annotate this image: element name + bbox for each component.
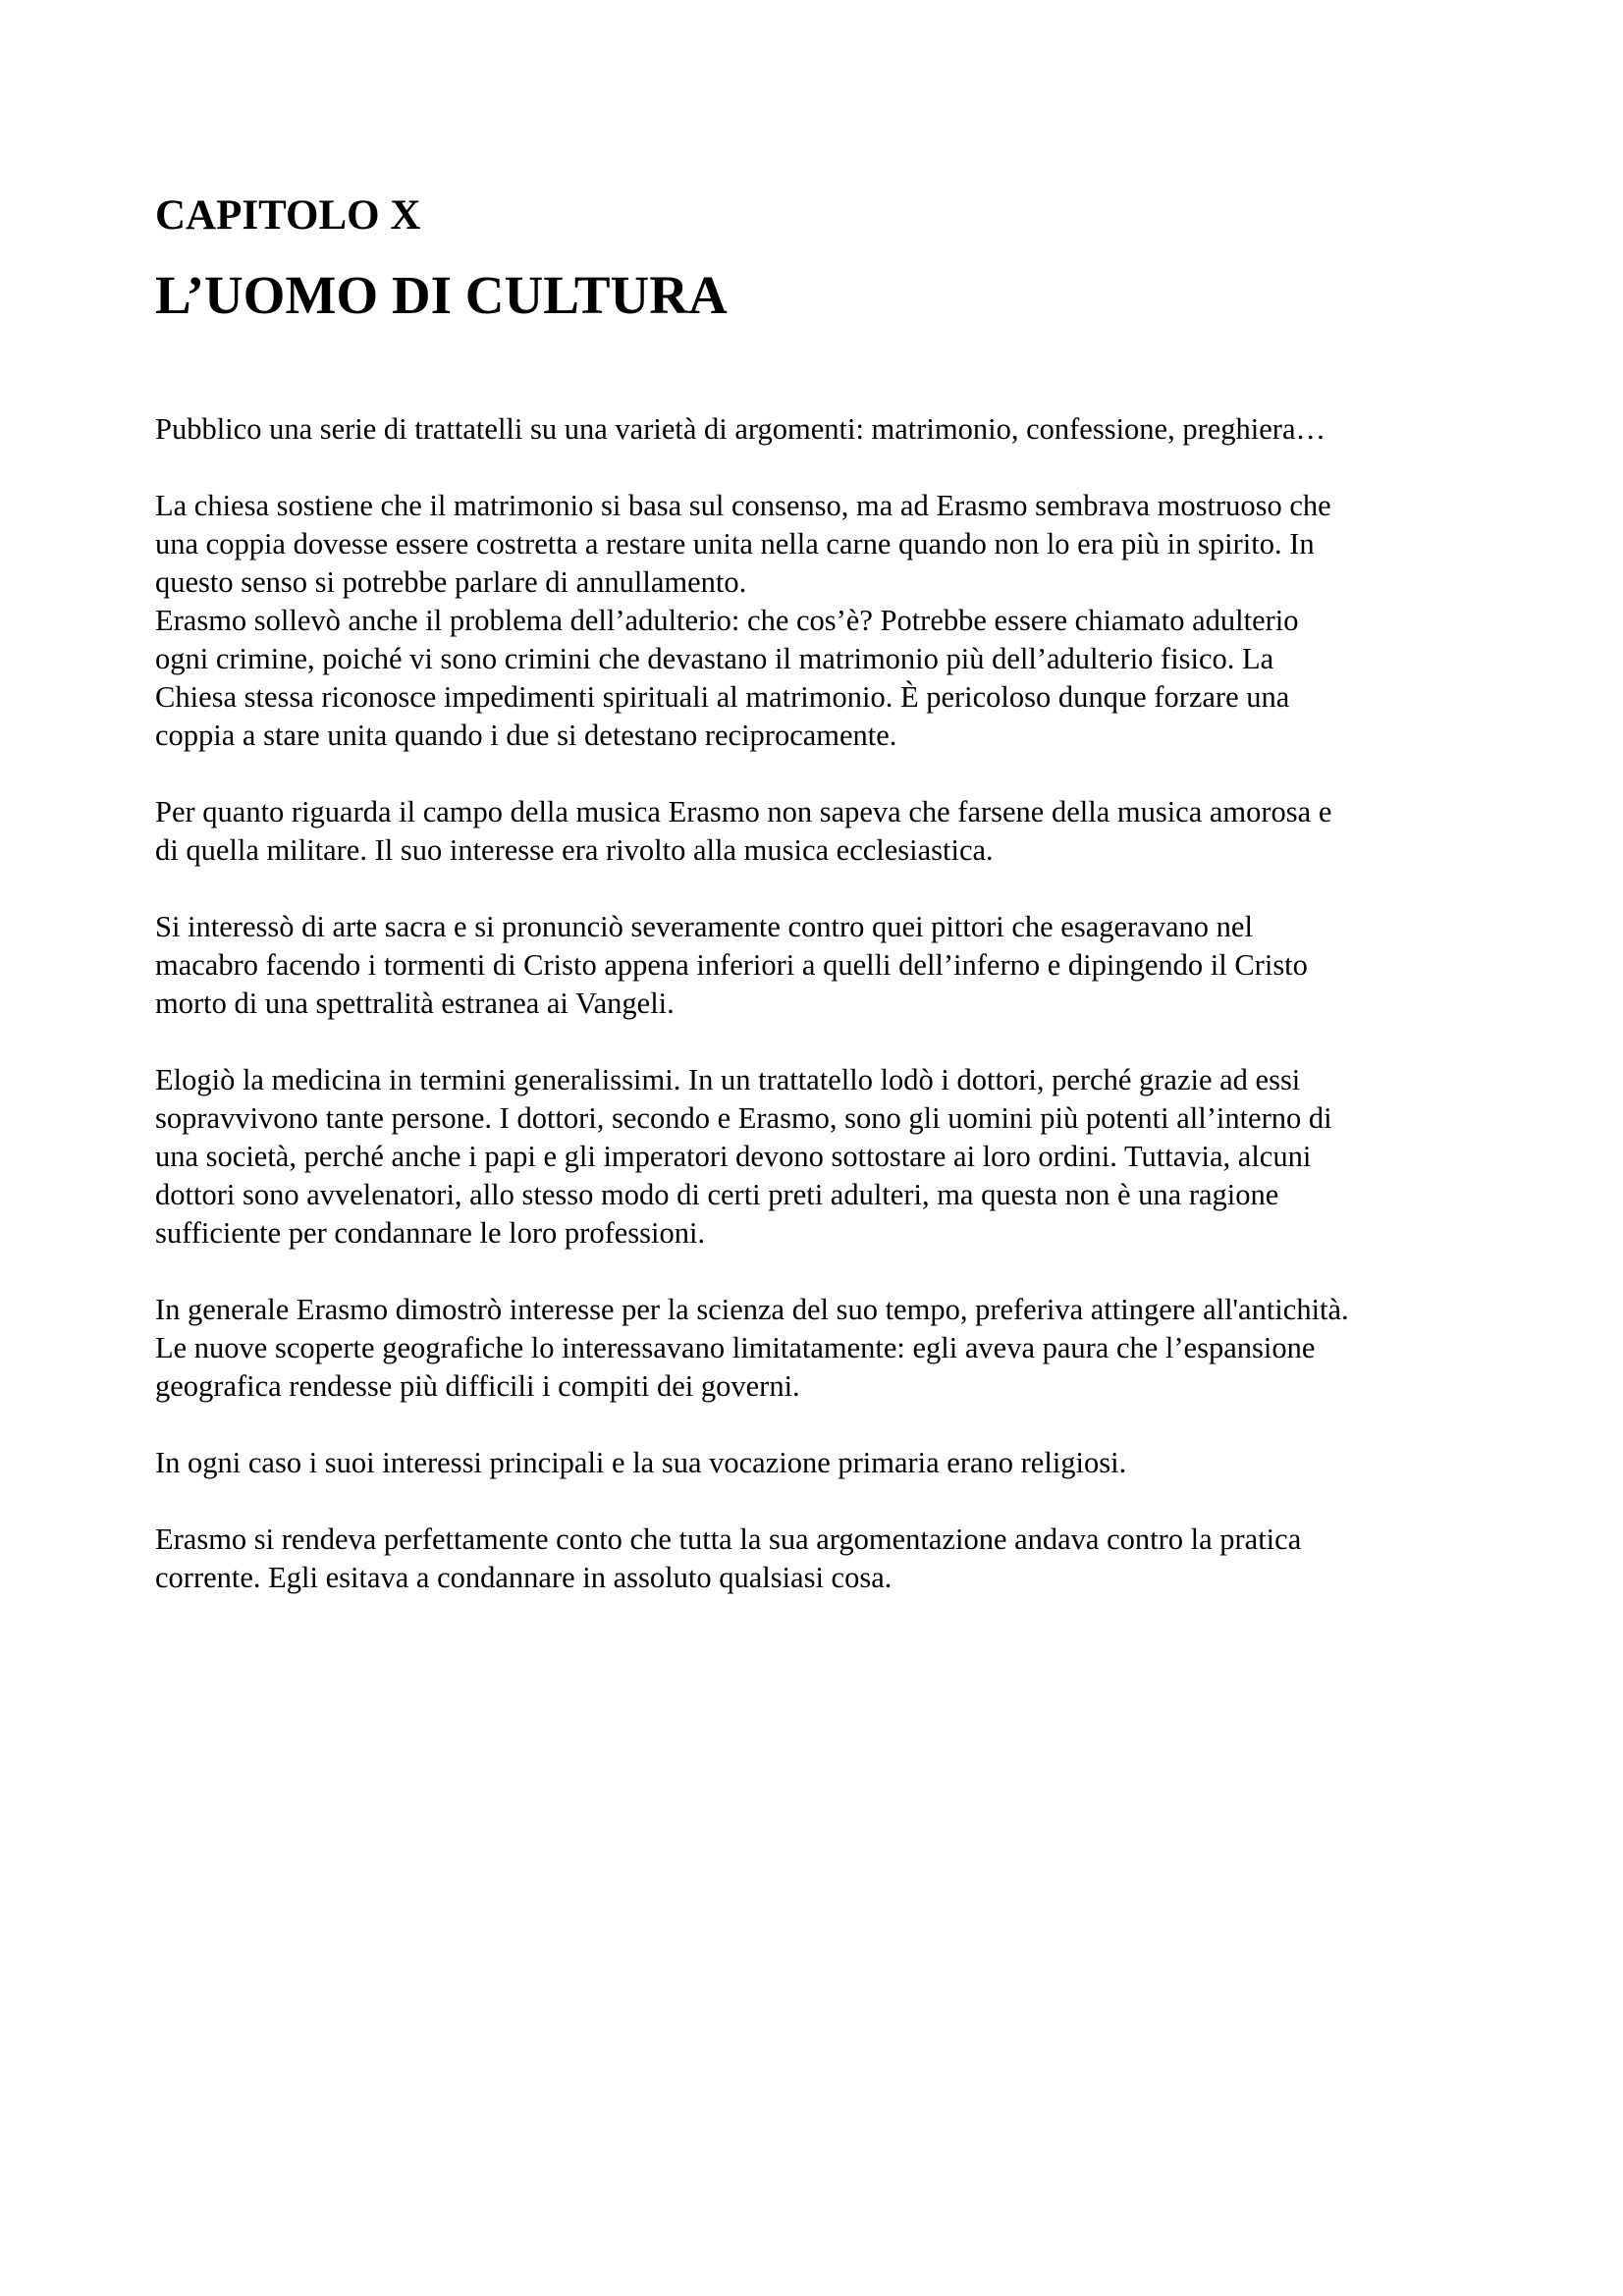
text-line: corrente. Egli esitava a condannare in assoluto qualsiasi cosa. <box>155 1561 893 1594</box>
paragraph <box>155 487 1471 602</box>
text-line: Per quanto riguarda il campo della musica Erasmo non sapeva che farsene della musica amorosa e <box>155 795 1332 828</box>
text-line: In generale Erasmo dimostrò interesse per la scienza del suo tempo, preferiva attingere all'antichità. <box>155 1293 1349 1326</box>
text-line: Erasmo si rendeva perfettamente conto che tutta la sua argomentazione andava contro la pratica <box>155 1522 1302 1556</box>
text-line: sufficiente per condannare le loro professioni. <box>155 1216 706 1250</box>
paragraph <box>155 793 1471 870</box>
paragraph <box>155 1291 1471 1406</box>
paragraph <box>155 1521 1471 1597</box>
text-line: Si interessò di arte sacra e si pronunciò severamente contro quei pittori che esageravano nel <box>155 910 1253 943</box>
chapter-title: L’UOMO DI CULTURA <box>155 265 728 325</box>
paragraph <box>155 1444 1471 1482</box>
text-line: geografica rendesse più difficili i compiti dei governi. <box>155 1369 800 1403</box>
text-line: In ogni caso i suoi interessi principali e la sua vocazione primaria erano religiosi. <box>155 1446 1127 1479</box>
text-line: questo senso si potrebbe parlare di annullamento. <box>155 565 747 599</box>
text-line: una società, perché anche i papi e gli imperatori devono sottostare ai loro ordini. Tuttavia, alcuni <box>155 1140 1312 1173</box>
text-line: morto di una spettralità estranea ai Vangeli. <box>155 987 675 1020</box>
text-line: di quella militare. Il suo interesse era rivolto alla musica ecclesiastica. <box>155 833 994 867</box>
chapter-label: CAPITOLO X <box>155 192 421 239</box>
paragraph <box>155 602 1471 755</box>
paragraph <box>155 1061 1471 1253</box>
text-line: Chiesa stessa riconosce impedimenti spirituali al matrimonio. È pericoloso dunque forzare una <box>155 680 1290 714</box>
text-line: Le nuove scoperte geografiche lo interessavano limitatamente: egli aveva paura che l’espansione <box>155 1331 1316 1364</box>
text-line: dottori sono avvelenatori, allo stesso modo di certi preti adulteri, ma questa non è una ragione <box>155 1178 1279 1211</box>
body-text <box>155 410 1471 1597</box>
text-line: una coppia dovesse essere costretta a restare unita nella carne quando non lo era più in spirito. In <box>155 527 1315 561</box>
text-line: ogni crimine, poiché vi sono crimini che devastano il matrimonio più dell’adulterio fisico. La <box>155 642 1274 675</box>
paragraph <box>155 908 1471 1023</box>
text-line: Pubblico una serie di trattatelli su una varietà di argomenti: matrimonio, confessione, preghiera… <box>155 412 1325 446</box>
text-line: Elogiò la medicina in termini generalissimi. In un trattatello lodò i dottori, perché grazie ad essi <box>155 1063 1301 1096</box>
text-line: coppia a stare unita quando i due si detestano reciprocamente. <box>155 719 897 752</box>
text-line: sopravvivono tante persone. I dottori, secondo e Erasmo, sono gli uomini più potenti all’interno di <box>155 1101 1332 1135</box>
text-line: Erasmo sollevò anche il problema dell’adulterio: che cos’è? Potrebbe essere chiamato adulterio <box>155 604 1299 637</box>
text-line: macabro facendo i tormenti di Cristo appena inferiori a quelli dell’inferno e dipingendo il Cristo <box>155 948 1308 982</box>
document-page <box>155 194 1471 1635</box>
paragraph <box>155 410 1471 449</box>
text-line: La chiesa sostiene che il matrimonio si basa sul consenso, ma ad Erasmo sembrava mostruoso che <box>155 489 1331 522</box>
